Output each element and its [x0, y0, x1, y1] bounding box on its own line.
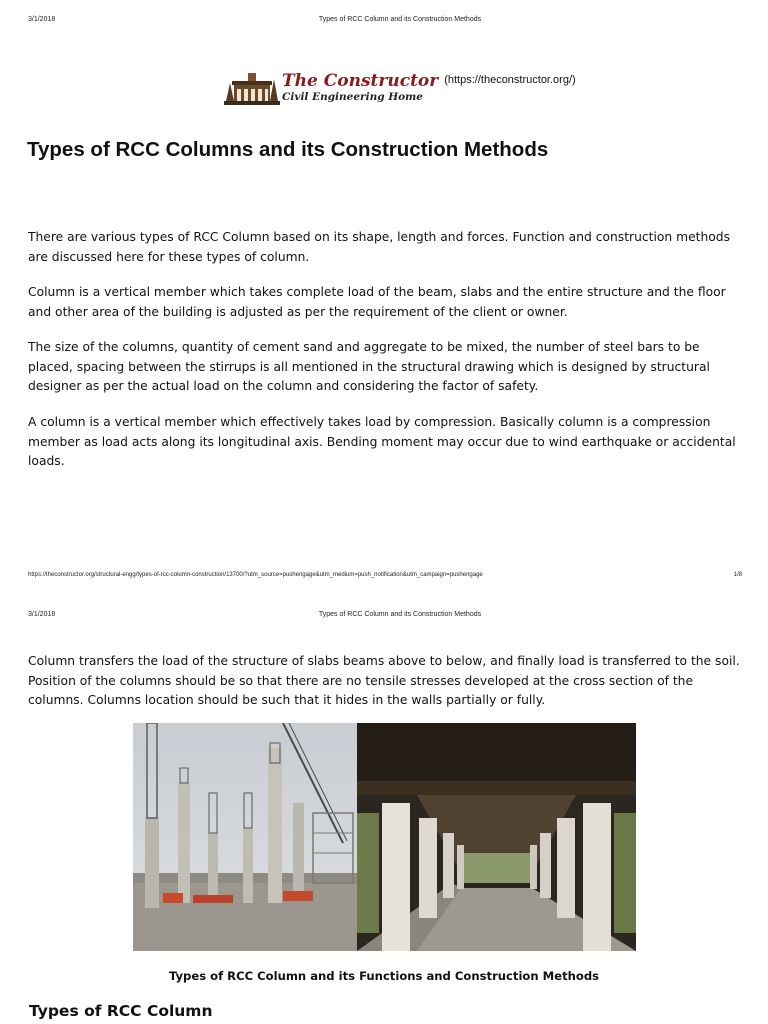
print-footer-url: https://theconstructor.org/structural-engg/types-of-rcc-column-construction/13700/?utm_source=pushengage&utm_medium=push_notification&utm_campaign=pushengage — [28, 572, 483, 578]
section-heading: Types of RCC Column — [29, 1002, 213, 1020]
building-icon — [224, 71, 280, 105]
print-date: 3/1/2018 — [28, 16, 56, 23]
logo-name: The Constructor — [282, 71, 439, 92]
print-footer — [0, 572, 768, 584]
paragraph-intro: There are various types of RCC Column based on its shape, length and forces. Function and construction methods are discussed here for these types of column. — [28, 230, 731, 264]
print-header-page-2 — [0, 611, 768, 625]
page-title: Types of RCC Columns and its Construction Methods — [27, 138, 549, 161]
site-logo[interactable] — [224, 70, 576, 106]
print-title: Types of RCC Column and its Construction Methods — [318, 16, 482, 23]
logo-url-link[interactable]: (https://theconstructor.org/) — [444, 74, 576, 86]
logo-tagline: Civil Engineering Home — [282, 91, 423, 104]
print-title: Types of RCC Column and its Construction Methods — [318, 611, 482, 618]
paragraph-load-transfer: Column transfers the load of the structure of slabs beams above to below, and finally load is transferred to the soil. Position of the columns should be so that there are no tensile stresses developed at the cross section of the columns. Columns location should be such that it hides in the walls partially or fully. — [28, 654, 740, 707]
paragraph-column-size: The size of the columns, quantity of cement sand and aggregate to be mixed, the number of steel bars to be placed, spacing between the stirrups is all mentioned in the structural drawing which is designed by structural designer as per the actual load on the column and considering the factor of safety. — [28, 340, 710, 393]
image-caption: Types of RCC Column and its Functions and Construction Methods — [168, 969, 600, 983]
print-page-number: 1/8 — [733, 572, 742, 578]
photo-colonnade-walkway — [357, 723, 636, 951]
print-date: 3/1/2018 — [28, 611, 56, 618]
print-header — [0, 16, 768, 30]
paragraph-column-definition: Column is a vertical member which takes complete load of the beam, slabs and the entire structure and the floor and other area of the building is adjusted as per the requirement of the client or owner. — [28, 285, 726, 319]
paragraph-compression: A column is a vertical member which effectively takes load by compression. Basically column is a compression member as load acts along its longitudinal axis. Bending moment may occur due to wind earthquake or accidental loads. — [28, 415, 736, 468]
photo-columns-construction — [133, 723, 357, 951]
